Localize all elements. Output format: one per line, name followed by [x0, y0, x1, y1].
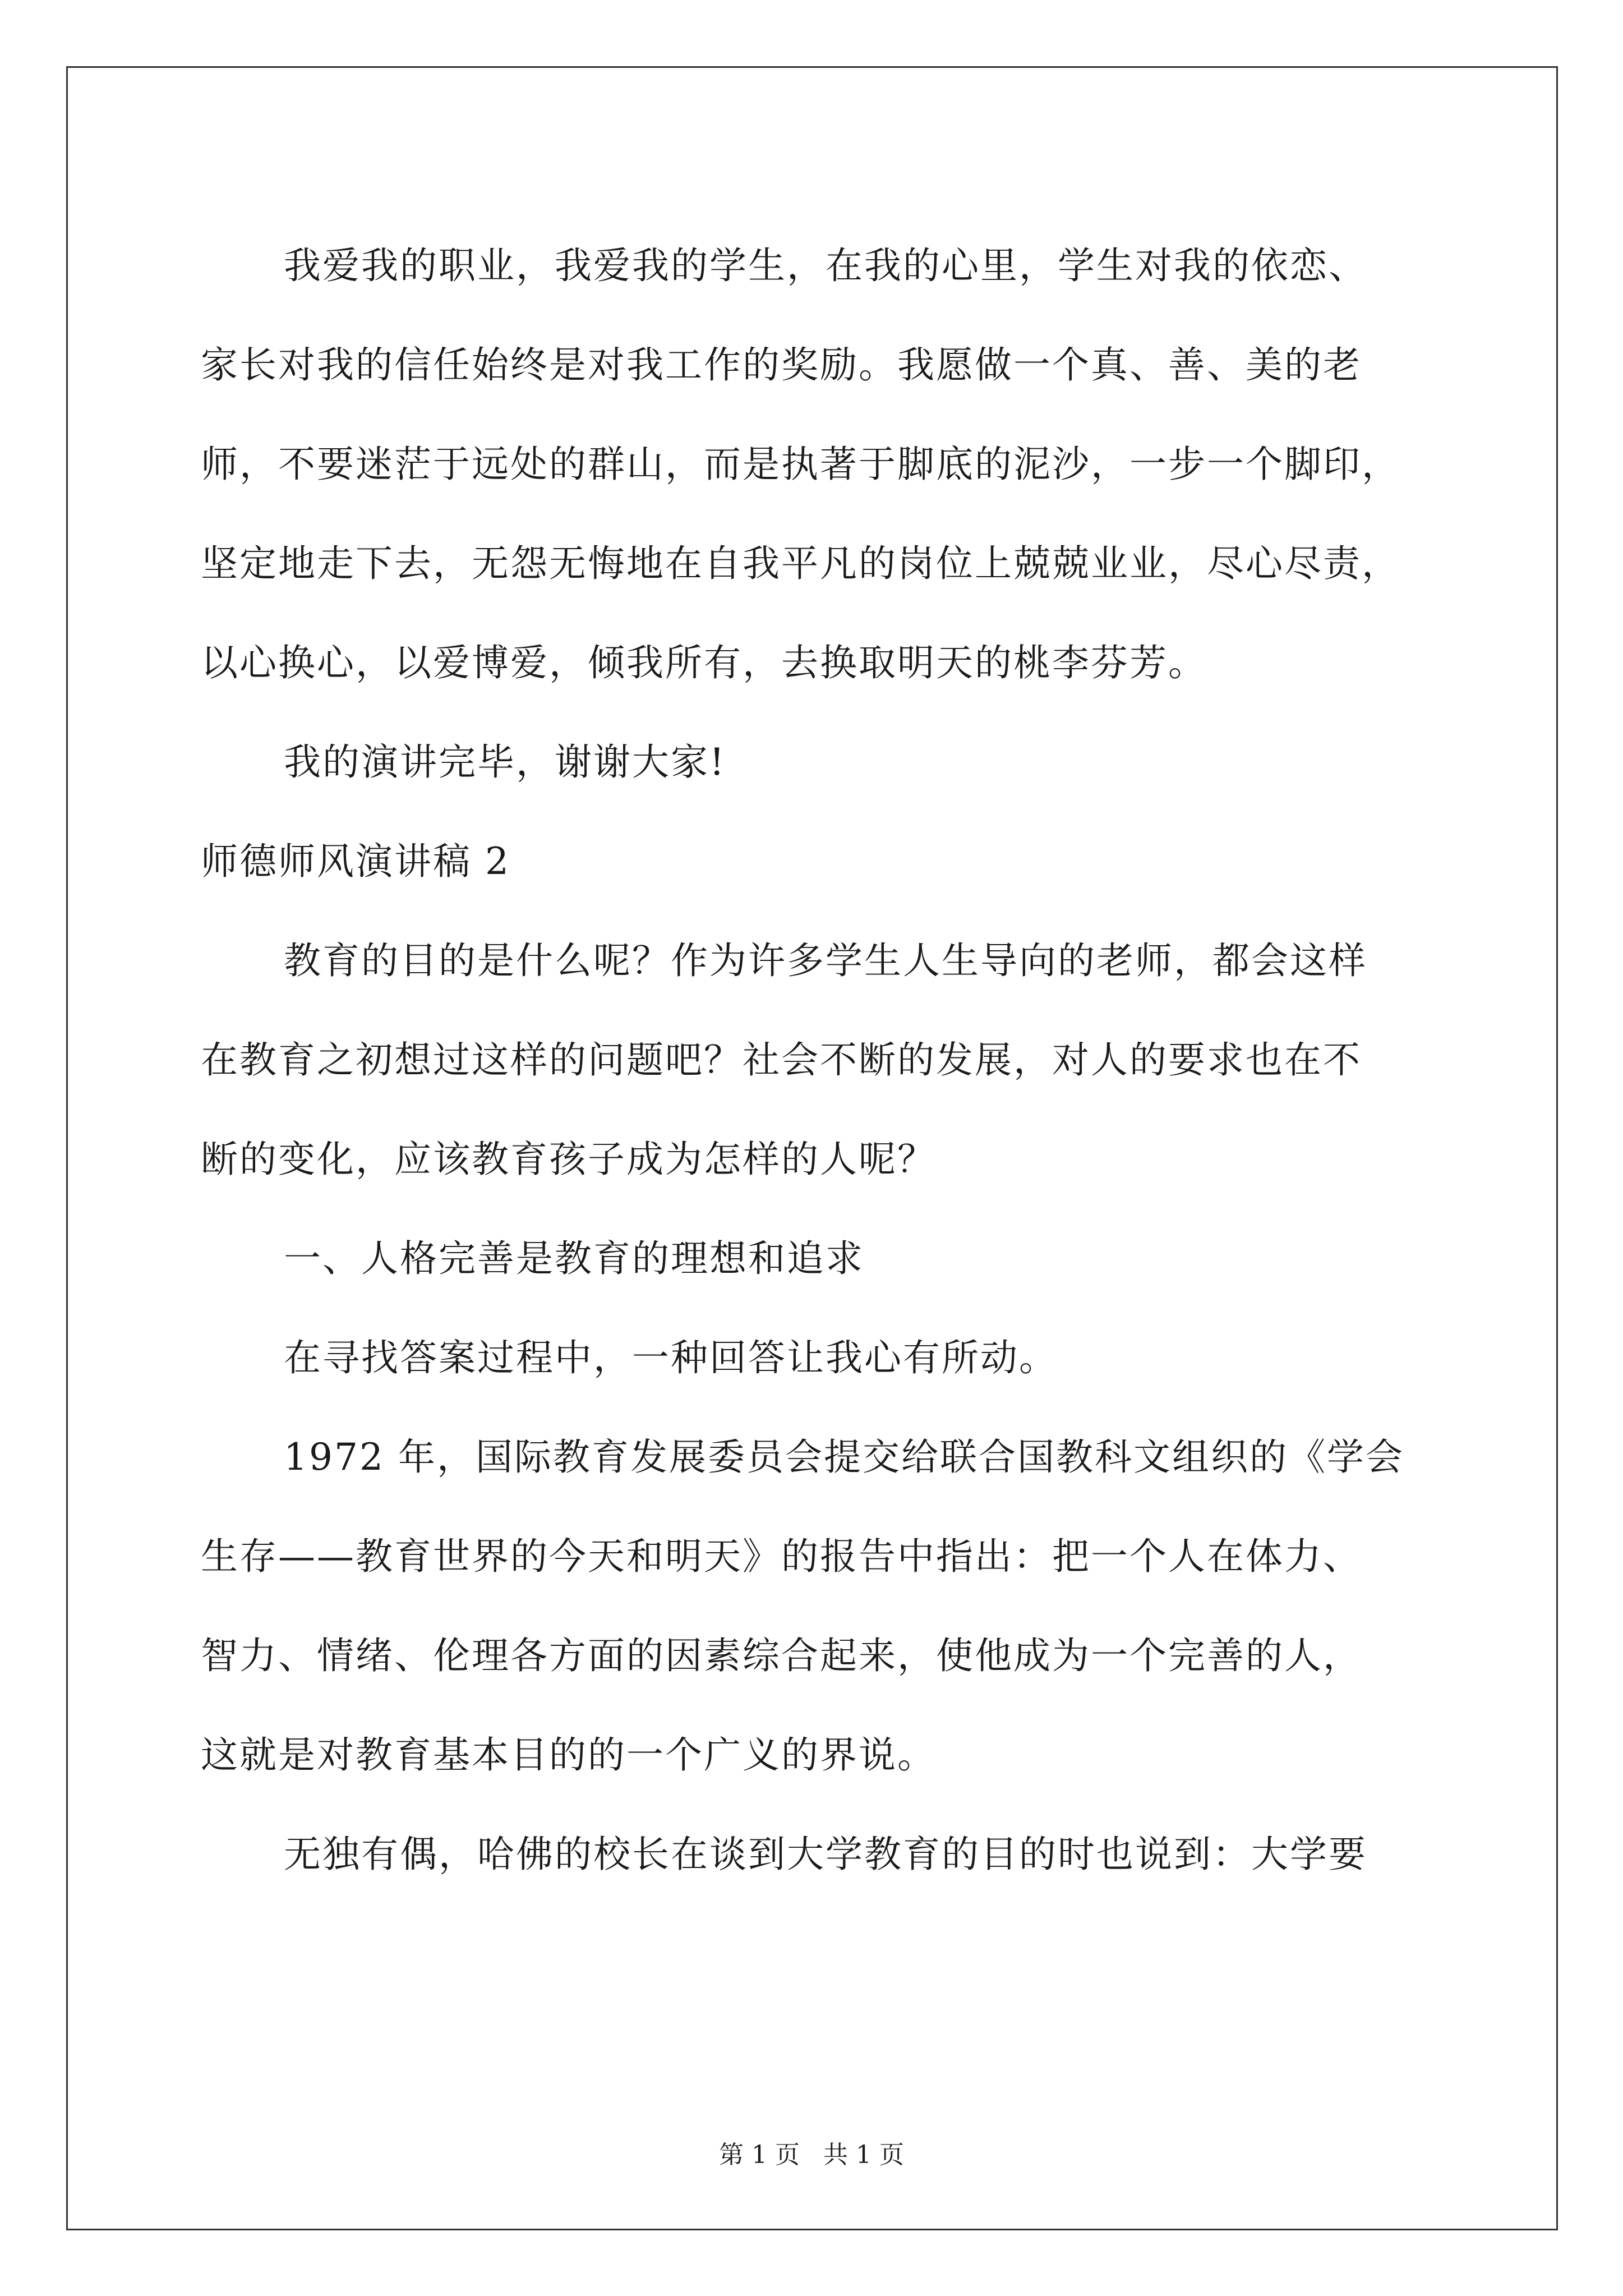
paragraph-line: 我爱我的职业，我爱我的学生，在我的心里，学生对我的依恋、: [284, 244, 1367, 287]
paragraph-line: 1972 年，国际教育发展委员会提交给联合国教科文组织的《学会: [284, 1435, 1404, 1479]
closing-line: 我的演讲完毕，谢谢大家!: [284, 740, 726, 784]
page-footer: 第 1 页 共 1 页: [719, 2141, 904, 2169]
paragraph-line: 教育的目的是什么呢？作为许多学生人生导向的老师，都会这样: [284, 939, 1367, 982]
paragraph-line: 在寻找答案过程中，一种回答让我心有所动。: [284, 1336, 1058, 1379]
paragraph-line: 在教育之初想过这样的问题吧？社会不断的发展，对人的要求也在不: [201, 1038, 1362, 1082]
paragraph-line: 坚定地走下去，无怨无悔地在自我平凡的岗位上兢兢业业，尽心尽责，: [201, 542, 1400, 585]
paragraph-line: 生存——教育世界的今天和明天》的报告中指出：把一个人在体力、: [201, 1535, 1362, 1578]
section-heading: 师德师风演讲稿 2: [201, 840, 510, 883]
paragraph-line: 家长对我的信任始终是对我工作的奖励。我愿做一个真、善、美的老: [201, 343, 1362, 386]
paragraph-line: 断的变化，应该教育孩子成为怎样的人呢？: [201, 1138, 936, 1181]
subsection-heading: 一、人格完善是教育的理想和追求: [284, 1237, 864, 1280]
paragraph-line: 以心换心，以爱博爱，倾我所有，去换取明天的桃李芬芳。: [201, 641, 1207, 684]
paragraph-line: 智力、情绪、伦理各方面的因素综合起来，使他成为一个完善的人，: [201, 1634, 1362, 1677]
document-body: [201, 216, 1435, 1904]
paragraph-line: 这就是对教育基本目的的一个广义的界说。: [201, 1733, 936, 1777]
paragraph-line: 师，不要迷茫于远处的群山，而是执著于脚底的泥沙，一步一个脚印，: [201, 443, 1400, 486]
paragraph-line: 无独有偶，哈佛的校长在谈到大学教育的目的时也说到：大学要: [284, 1833, 1367, 1876]
